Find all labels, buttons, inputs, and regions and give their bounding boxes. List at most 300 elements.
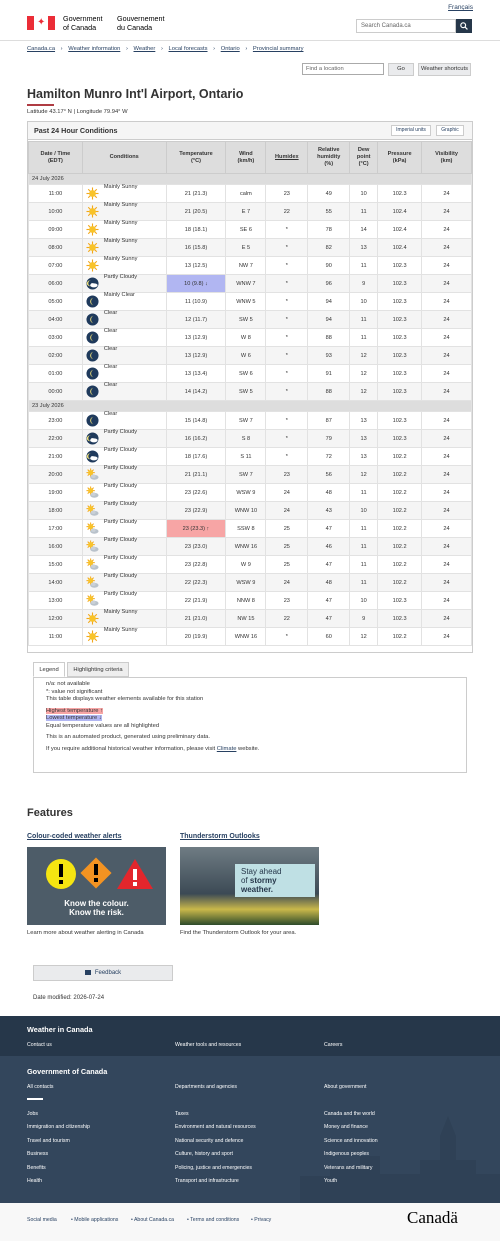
table-header-row: [29, 142, 472, 174]
cell-pressure: 102.2: [378, 538, 422, 556]
sun-icon: [86, 187, 99, 200]
cell-humidex: 23: [266, 592, 308, 610]
cell-visibility: 24: [422, 448, 472, 466]
cell-humidity: 55: [308, 203, 350, 221]
night-cloud-icon: [86, 450, 99, 463]
sun-cloud-icon: [86, 468, 99, 481]
table-row: [29, 466, 472, 484]
cell-humidex: 24: [266, 484, 308, 502]
cell-humidity: 47: [308, 556, 350, 574]
table-row: [29, 538, 472, 556]
footer-link[interactable]: Departments and agencies: [175, 1084, 237, 1090]
cell-temperature: 23 (23.0): [166, 538, 226, 556]
breadcrumb-item[interactable]: Local forecasts: [168, 46, 208, 52]
cell-pressure: 102.3: [378, 257, 422, 275]
cell-wind: SW 7: [226, 412, 266, 430]
cell-dew-point: 11: [350, 329, 378, 347]
thunderstorm-feature-image[interactable]: [180, 847, 319, 925]
cell-wind: WNW 7: [226, 275, 266, 293]
cell-temperature: 10 (9.8) ↓: [166, 275, 226, 293]
footer-link[interactable]: Travel and tourism: [27, 1137, 70, 1144]
footer-link[interactable]: Taxes: [175, 1111, 189, 1117]
cell-conditions: [82, 628, 166, 646]
condition-text: Partly Cloudy: [103, 447, 138, 453]
cell-temperature: 13 (12.9): [166, 329, 226, 347]
cell-visibility: 24: [422, 221, 472, 239]
storm-line3: stormy: [249, 876, 277, 885]
cell-conditions: [82, 383, 166, 401]
cell-humidity: 94: [308, 311, 350, 329]
cell-wind: WNW 16: [226, 628, 266, 646]
cell-humidity: 78: [308, 221, 350, 239]
cell-humidity: 91: [308, 365, 350, 383]
cell-conditions: [82, 293, 166, 311]
storm-image-text-box: [235, 864, 315, 897]
chevron-right-icon: ›: [213, 46, 216, 52]
cell-visibility: 24: [422, 383, 472, 401]
sun-cloud-icon: [86, 576, 99, 589]
tab-highlighting-criteria[interactable]: Highlighting criteria: [67, 662, 129, 677]
cell-time: 11:00: [29, 628, 83, 646]
footer-link[interactable]: Canada and the world: [324, 1111, 375, 1117]
table-row: [29, 347, 472, 365]
cell-time: 14:00: [29, 574, 83, 592]
sun-cloud-icon: [86, 558, 99, 571]
cell-wind: SW 5: [226, 383, 266, 401]
table-row: [29, 239, 472, 257]
cell-conditions: [82, 257, 166, 275]
alerts-feature-image[interactable]: [27, 847, 166, 925]
footer-bottom-link[interactable]: • Terms and conditions: [187, 1217, 240, 1223]
footer-bottom-link[interactable]: • About Canada.ca: [131, 1217, 175, 1223]
condition-text: Mainly Sunny: [103, 220, 138, 226]
gov-signature-fr[interactable]: [117, 15, 165, 32]
cell-conditions: [82, 430, 166, 448]
condition-text: Partly Cloudy: [103, 429, 138, 435]
cell-visibility: 24: [422, 257, 472, 275]
cell-time: 18:00: [29, 502, 83, 520]
cell-dew-point: 12: [350, 365, 378, 383]
cell-pressure: 102.2: [378, 574, 422, 592]
cell-conditions: [82, 538, 166, 556]
cell-humidex: 23: [266, 466, 308, 484]
col-header-time: Date / Time (EDT): [29, 142, 83, 174]
cell-temperature: 21 (21.1): [166, 466, 226, 484]
date-modified: Date modified: 2026-07-24: [33, 995, 105, 1001]
cell-pressure: 102.2: [378, 556, 422, 574]
breadcrumb-item[interactable]: Canada.ca: [27, 46, 56, 52]
gov-en-line2: of Canada: [63, 22, 97, 32]
col-header-dew-point: Dew point (°C): [350, 142, 378, 174]
cell-humidex: *: [266, 628, 308, 646]
condition-text: Clear: [103, 328, 118, 334]
cell-wind: SE 6: [226, 221, 266, 239]
moon-icon: [86, 349, 99, 362]
condition-text: Partly Cloudy: [103, 591, 138, 597]
cell-pressure: 102.2: [378, 502, 422, 520]
cell-humidex: *: [266, 430, 308, 448]
cell-visibility: 24: [422, 610, 472, 628]
cell-conditions: [82, 520, 166, 538]
footer-link[interactable]: Health: [27, 1178, 42, 1184]
table-row: [29, 221, 472, 239]
cell-visibility: 24: [422, 628, 472, 646]
cell-dew-point: 11: [350, 520, 378, 538]
alerts-image-line1: Know the colour.: [64, 899, 129, 908]
legend-section: [33, 662, 467, 773]
table-row: [29, 556, 472, 574]
cell-dew-point: 11: [350, 203, 378, 221]
condition-text: Mainly Sunny: [103, 609, 138, 615]
table-row: [29, 257, 472, 275]
cell-wind: SW 6: [226, 365, 266, 383]
cell-humidity: 47: [308, 520, 350, 538]
date-group-label: 24 July 2026: [29, 174, 472, 185]
language-toggle-link[interactable]: Français: [448, 4, 473, 11]
footer-link[interactable]: Contact us: [27, 1042, 52, 1048]
table-row: [29, 365, 472, 383]
cell-pressure: 102.2: [378, 448, 422, 466]
cell-visibility: 24: [422, 520, 472, 538]
canada-wordmark: Canadä: [407, 1208, 458, 1227]
cell-conditions: [82, 221, 166, 239]
cell-visibility: 24: [422, 538, 472, 556]
alerts-feature-link[interactable]: Colour-coded weather alerts: [27, 833, 122, 840]
table-row: [29, 412, 472, 430]
sun-cloud-icon: [86, 486, 99, 499]
cell-dew-point: 11: [350, 556, 378, 574]
footer-link[interactable]: Environment and natural resources: [175, 1124, 256, 1131]
table-row: [29, 329, 472, 347]
footer-weather-in-canada: [0, 1016, 500, 1056]
footer-link[interactable]: Youth: [324, 1178, 338, 1184]
cell-wind: W 6: [226, 347, 266, 365]
search-button[interactable]: [456, 19, 472, 33]
cell-dew-point: 10: [350, 502, 378, 520]
gov-signature-en[interactable]: [63, 15, 103, 32]
date-group-row: [29, 401, 472, 412]
cell-humidity: 43: [308, 502, 350, 520]
imperial-units-button[interactable]: Imperial units: [391, 125, 431, 136]
cell-temperature: 13 (12.9): [166, 347, 226, 365]
cell-dew-point: 9: [350, 610, 378, 628]
cell-humidex: *: [266, 275, 308, 293]
cell-visibility: 24: [422, 574, 472, 592]
cell-wind: W 9: [226, 556, 266, 574]
title-underline: [27, 104, 54, 106]
breadcrumb: [27, 46, 307, 52]
cell-temperature: 13 (13.4): [166, 365, 226, 383]
cell-humidity: 60: [308, 628, 350, 646]
breadcrumb-item[interactable]: Weather information: [68, 46, 121, 52]
cell-dew-point: 9: [350, 275, 378, 293]
cell-temperature: 14 (14.2): [166, 383, 226, 401]
conditions-table-body: [29, 174, 472, 646]
cell-time: 13:00: [29, 592, 83, 610]
cell-temperature: 21 (21.3): [166, 185, 226, 203]
cell-time: 21:00: [29, 448, 83, 466]
footer-link[interactable]: About government: [324, 1084, 367, 1090]
cell-conditions: [82, 365, 166, 383]
legend-historical: If you require additional historical weather information, please visit Climate website.: [46, 745, 260, 752]
header-divider: [0, 40, 500, 41]
sun-cloud-icon: [86, 504, 99, 517]
col-header-visibility: Visibility (km): [422, 142, 472, 174]
cell-conditions: [82, 203, 166, 221]
cell-wind: NNW 8: [226, 592, 266, 610]
table-row: [29, 311, 472, 329]
footer-link[interactable]: Transport and infrastructure: [175, 1178, 239, 1184]
cell-wind: W 8: [226, 329, 266, 347]
cell-wind: SW 7: [226, 466, 266, 484]
graphic-button[interactable]: Graphic: [436, 125, 464, 136]
cell-wind: WNW 10: [226, 502, 266, 520]
cell-wind: S 11: [226, 448, 266, 466]
cell-time: 12:00: [29, 610, 83, 628]
condition-text: Clear: [103, 364, 118, 370]
col-header-humidity: Relative humidity (%): [308, 142, 350, 174]
feedback-button[interactable]: [33, 965, 173, 981]
condition-text: Clear: [103, 411, 118, 417]
cell-humidex: 23: [266, 185, 308, 203]
cell-time: 19:00: [29, 484, 83, 502]
footer-bottom-link[interactable]: • Privacy: [251, 1217, 272, 1223]
cell-dew-point: 13: [350, 412, 378, 430]
tab-legend[interactable]: Legend: [33, 662, 65, 677]
condition-text: Partly Cloudy: [103, 465, 138, 471]
cell-time: 22:00: [29, 430, 83, 448]
cell-dew-point: 12: [350, 628, 378, 646]
condition-text: Partly Cloudy: [103, 537, 138, 543]
cell-humidex: *: [266, 448, 308, 466]
condition-text: Mainly Sunny: [103, 184, 138, 190]
footer-link[interactable]: Immigration and citizenship: [27, 1124, 90, 1131]
cell-dew-point: 11: [350, 538, 378, 556]
cell-wind: SSW 8: [226, 520, 266, 538]
cell-visibility: 24: [422, 293, 472, 311]
cell-wind: NW 15: [226, 610, 266, 628]
table-row: [29, 430, 472, 448]
footer-link[interactable]: Culture, history and sport: [175, 1151, 233, 1158]
cell-dew-point: 12: [350, 347, 378, 365]
find-location-input[interactable]: Find a location: [302, 63, 384, 75]
cell-pressure: 102.3: [378, 383, 422, 401]
legend-star: *: value not significant: [46, 688, 103, 695]
legend-na: n/a: not available: [46, 681, 90, 687]
cell-temperature: 23 (22.9): [166, 502, 226, 520]
features-heading: Features: [27, 807, 73, 819]
cell-conditions: [82, 185, 166, 203]
thunderstorm-feature-link[interactable]: Thunderstorm Outlooks: [180, 833, 260, 840]
cell-time: 00:00: [29, 383, 83, 401]
sun-icon: [86, 241, 99, 254]
footer-bottom-link[interactable]: • Mobile applications: [71, 1217, 119, 1223]
go-button[interactable]: Go: [388, 63, 414, 76]
footer-wic-title: Weather in Canada: [27, 1025, 93, 1034]
chevron-right-icon: ›: [245, 46, 248, 52]
panel-title: Past 24 Hour Conditions: [34, 126, 118, 135]
footer-link[interactable]: Business: [27, 1151, 49, 1158]
cell-humidity: 82: [308, 239, 350, 257]
legend-highest: Highest temperature ↑: [46, 707, 104, 714]
cell-time: 20:00: [29, 466, 83, 484]
cell-humidex: *: [266, 365, 308, 383]
alerts-image-line2: Know the risk.: [69, 908, 124, 917]
moon-icon: [86, 414, 99, 427]
cell-humidex: *: [266, 239, 308, 257]
cell-conditions: [82, 502, 166, 520]
cell-conditions: [82, 466, 166, 484]
cell-time: 11:00: [29, 185, 83, 203]
cell-wind: calm: [226, 185, 266, 203]
date-group-label: 23 July 2026: [29, 401, 472, 412]
sun-cloud-icon: [86, 594, 99, 607]
cell-conditions: [82, 556, 166, 574]
cell-wind: NW 7: [226, 257, 266, 275]
weather-shortcuts-button[interactable]: Weather shortcuts: [418, 63, 471, 76]
cell-temperature: 23 (22.6): [166, 484, 226, 502]
condition-text: Mainly Clear: [103, 292, 135, 298]
breadcrumb-item[interactable]: Provincial summary: [252, 46, 304, 52]
condition-text: Mainly Sunny: [103, 627, 138, 633]
cell-visibility: 24: [422, 329, 472, 347]
cell-humidity: 88: [308, 383, 350, 401]
footer-link[interactable]: Policing, justice and emergencies: [175, 1164, 252, 1171]
cell-pressure: 102.3: [378, 347, 422, 365]
col-header-humidex[interactable]: Humidex: [266, 142, 308, 174]
breadcrumb-item[interactable]: Weather: [133, 46, 156, 52]
cell-pressure: 102.3: [378, 365, 422, 383]
footer-link[interactable]: Science and innovation: [324, 1137, 378, 1144]
cell-visibility: 24: [422, 365, 472, 383]
sun-icon: [86, 612, 99, 625]
footer-link[interactable]: Weather tools and resources: [175, 1042, 242, 1048]
cell-wind: WSW 9: [226, 484, 266, 502]
condition-text: Partly Cloudy: [103, 555, 138, 561]
cell-humidex: 24: [266, 502, 308, 520]
condition-text: Partly Cloudy: [103, 274, 138, 280]
cell-humidex: *: [266, 311, 308, 329]
condition-text: Clear: [103, 346, 118, 352]
moon-icon: [86, 385, 99, 398]
cell-time: 10:00: [29, 203, 83, 221]
footer-link[interactable]: Veterans and military: [324, 1164, 373, 1171]
cell-dew-point: 13: [350, 448, 378, 466]
condition-text: Mainly Sunny: [103, 238, 138, 244]
cell-pressure: 102.2: [378, 520, 422, 538]
footer-link[interactable]: Indigenous peoples: [324, 1151, 369, 1158]
footer-link[interactable]: Money and finance: [324, 1124, 368, 1131]
cell-humidex: *: [266, 293, 308, 311]
condition-text: Partly Cloudy: [103, 501, 138, 507]
legend-equal: Equal temperature values are all highlighted: [46, 722, 160, 729]
cell-pressure: 102.3: [378, 430, 422, 448]
condition-text: Partly Cloudy: [103, 519, 138, 525]
moon-icon: [86, 331, 99, 344]
canada-flag-icon: ✦: [27, 16, 55, 30]
col-header-pressure: Pressure (kPa): [378, 142, 422, 174]
night-cloud-icon: [86, 277, 99, 290]
storm-line2: of: [241, 876, 248, 885]
table-row: [29, 610, 472, 628]
cell-temperature: 18 (18.1): [166, 221, 226, 239]
cell-temperature: 21 (21.0): [166, 610, 226, 628]
footer-link[interactable]: Benefits: [27, 1164, 46, 1171]
cell-pressure: 102.2: [378, 484, 422, 502]
cell-temperature: 23 (22.8): [166, 556, 226, 574]
cell-conditions: [82, 239, 166, 257]
cell-visibility: 24: [422, 203, 472, 221]
cell-time: 05:00: [29, 293, 83, 311]
cell-dew-point: 11: [350, 311, 378, 329]
footer-link[interactable]: All contacts: [27, 1084, 54, 1090]
cell-humidity: 96: [308, 275, 350, 293]
footer-link[interactable]: National security and defence: [175, 1137, 244, 1144]
cell-dew-point: 10: [350, 293, 378, 311]
cell-humidex: 25: [266, 556, 308, 574]
conditions-table: [28, 141, 472, 646]
cell-visibility: 24: [422, 412, 472, 430]
cell-visibility: 24: [422, 347, 472, 365]
sun-icon: [86, 223, 99, 236]
gov-en-line1: Government: [63, 14, 103, 23]
cell-dew-point: 13: [350, 430, 378, 448]
cell-wind: WSW 9: [226, 574, 266, 592]
cell-conditions: [82, 329, 166, 347]
sun-cloud-icon: [86, 540, 99, 553]
chat-icon: [85, 970, 91, 975]
cell-humidex: *: [266, 412, 308, 430]
climate-link[interactable]: Climate: [216, 745, 237, 752]
cell-dew-point: 11: [350, 484, 378, 502]
footer-link[interactable]: Jobs: [27, 1111, 38, 1117]
cell-time: 07:00: [29, 257, 83, 275]
station-coordinates: Latitude 43.17° N | Longitude 79.94° W: [27, 109, 128, 115]
legend-table-note: This table displays weather elements available for this station: [46, 696, 204, 702]
cell-dew-point: 10: [350, 185, 378, 203]
table-row: [29, 275, 472, 293]
cell-temperature: 20 (19.9): [166, 628, 226, 646]
cell-pressure: 102.3: [378, 329, 422, 347]
cell-pressure: 102.3: [378, 185, 422, 203]
thunderstorm-caption: Find the Thunderstorm Outlook for your area.: [180, 930, 297, 936]
cell-humidity: 93: [308, 347, 350, 365]
cell-humidity: 46: [308, 538, 350, 556]
cell-wind: WNW 5: [226, 293, 266, 311]
cell-temperature: 16 (16.2): [166, 430, 226, 448]
cell-pressure: 102.3: [378, 610, 422, 628]
page-title: Hamilton Munro Int'l Airport, Ontario: [27, 87, 244, 101]
cell-time: 01:00: [29, 365, 83, 383]
night-cloud-icon: [86, 432, 99, 445]
cell-visibility: 24: [422, 275, 472, 293]
cell-conditions: [82, 275, 166, 293]
breadcrumb-item[interactable]: Ontario: [220, 46, 240, 52]
table-row: [29, 383, 472, 401]
cell-dew-point: 12: [350, 383, 378, 401]
cell-conditions: [82, 610, 166, 628]
cell-wind: E 7: [226, 203, 266, 221]
footer-link[interactable]: Careers: [324, 1042, 343, 1048]
moon-icon: [86, 313, 99, 326]
cell-time: 02:00: [29, 347, 83, 365]
cell-humidity: 49: [308, 185, 350, 203]
cell-pressure: 102.3: [378, 592, 422, 610]
cell-humidex: 22: [266, 610, 308, 628]
site-search-input[interactable]: Search Canada.ca: [356, 19, 456, 33]
table-row: [29, 628, 472, 646]
footer-bottom-link[interactable]: Social media: [27, 1217, 57, 1223]
